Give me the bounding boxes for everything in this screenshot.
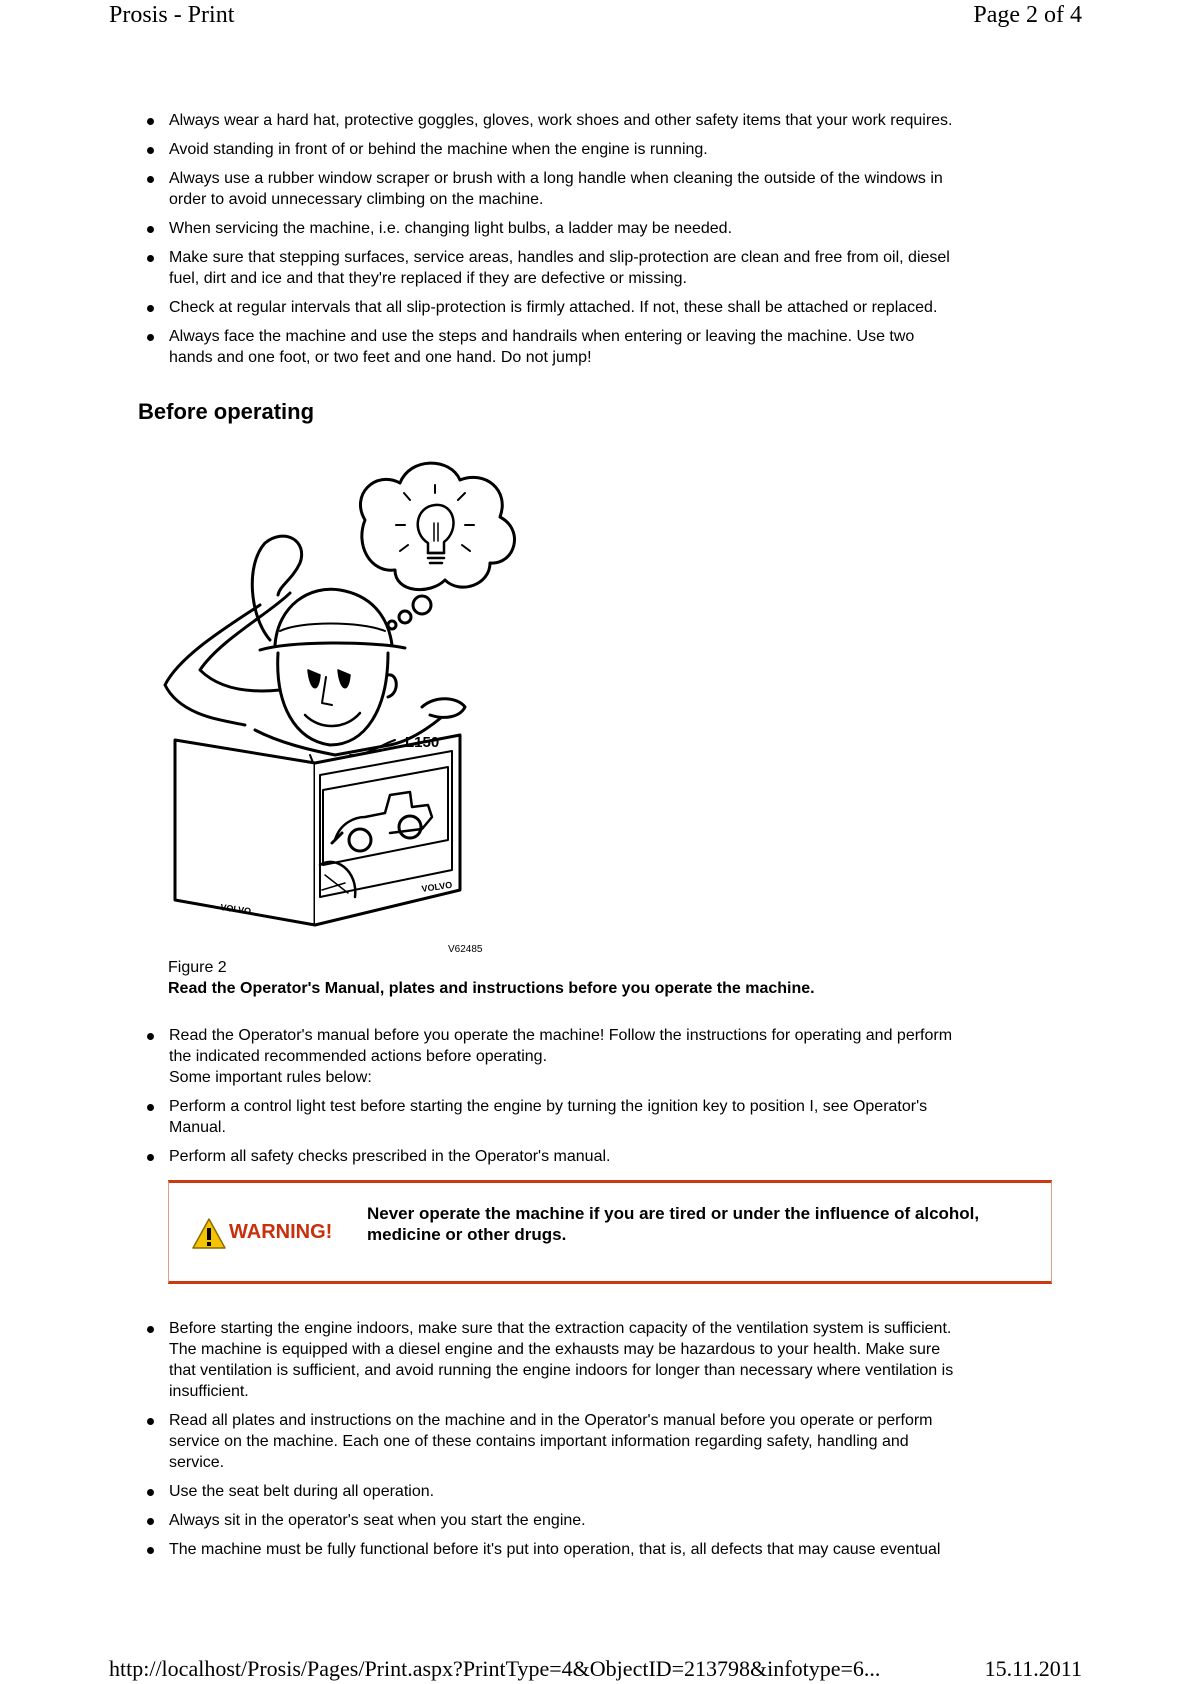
operating-list-continued [145, 1318, 1075, 1568]
list-item: Perform all safety checks prescribed in the Operator's manual. [145, 1146, 1075, 1167]
list-item: When servicing the machine, i.e. changing light bulbs, a ladder may be needed. [145, 218, 1075, 239]
list-item: Always wear a hard hat, protective goggles, gloves, work shoes and other safety items that your work requires. [145, 110, 1075, 131]
bullet-icon [147, 176, 154, 183]
brand-left-text: VOLVO [219, 902, 252, 917]
figure-illustration [160, 445, 520, 965]
bullet-icon [147, 1326, 154, 1333]
list-item: Always sit in the operator's seat when you start the engine. [145, 1510, 1075, 1531]
list-item: Make sure that stepping surfaces, service areas, handles and slip-protection are clean and free from oil, diesel fuel, dirt and ice and that they're replaced if they are defective or missing. [145, 247, 1075, 289]
warning-label: WARNING! [229, 1221, 333, 1243]
bullet-icon [147, 1489, 154, 1496]
bullet-icon [147, 1547, 154, 1554]
list-item: Use the seat belt during all operation. [145, 1481, 1075, 1502]
figure-caption: Read the Operator's Manual, plates and instructions before you operate the machine. [168, 980, 815, 997]
bullet-icon [147, 1154, 154, 1161]
bullet-icon [147, 255, 154, 262]
list-item: Always use a rubber window scraper or brush with a long handle when cleaning the outside of the windows in order to avoid unnecessary climbing on the machine. [145, 168, 1075, 210]
section-title: Before operating [138, 399, 315, 424]
warning-text: Never operate the machine if you are tired or under the influence of alcohol, medicine or other drugs. [367, 1204, 980, 1244]
operating-list [145, 1025, 1075, 1175]
footer-date: 15.11.2011 [984, 1656, 1082, 1681]
header-title: Prosis - Print [109, 2, 235, 28]
bullet-icon [147, 1104, 154, 1111]
bullet-icon [147, 118, 154, 125]
bullet-icon [147, 1518, 154, 1525]
list-item: Always face the machine and use the steps and handrails when entering or leaving the machine. Use two hands and one foot, or two feet and one hand. Do not jump! [145, 326, 1075, 368]
list-item: Avoid standing in front of or behind the machine when the engine is running. [145, 139, 1075, 160]
list-item: Read the Operator's manual before you operate the machine! Follow the instructions for operating and perform the indicated recommended actions before operating. Some important rules below: [145, 1025, 1075, 1088]
list-item: Before starting the engine indoors, make sure that the extraction capacity of the ventilation system is sufficient. The machine is equipped with a diesel engine and the exhausts may be hazardous to your health. Make sure that ventilation is sufficient, and avoid running the engine indoors for longer than necessary where ventilation is insufficient. [145, 1318, 1075, 1402]
page-number: Page 2 of 4 [973, 2, 1082, 28]
bullet-icon [147, 334, 154, 341]
list-item: Read all plates and instructions on the machine and in the Operator's manual before you operate or perform service on the machine. Each one of these contains important information regarding safety, handling and service. [145, 1410, 1075, 1473]
manual-model-text: L150 [405, 734, 440, 751]
list-item: The machine must be fully functional before it's put into operation, that is, all defects that may cause eventual [145, 1539, 1075, 1560]
brand-right-text: VOLVO [420, 879, 453, 894]
safety-list-top [145, 110, 1075, 376]
figure-code-text: V62485 [448, 944, 483, 955]
warning-triangle-icon [191, 1217, 227, 1251]
bullet-icon [147, 1033, 154, 1040]
bullet-icon [147, 305, 154, 312]
warning-box [168, 1180, 1052, 1284]
bullet-icon [147, 147, 154, 154]
bullet-icon [147, 226, 154, 233]
list-item: Perform a control light test before starting the engine by turning the ignition key to position I, see Operator's Manual. [145, 1096, 1075, 1138]
figure-number: Figure 2 [168, 959, 227, 976]
list-item: Check at regular intervals that all slip-protection is firmly attached. If not, these shall be attached or replaced. [145, 297, 1075, 318]
bullet-icon [147, 1418, 154, 1425]
footer-url: http://localhost/Prosis/Pages/Print.aspx?PrintType=4&ObjectID=213798&infotype=6... [109, 1656, 881, 1681]
